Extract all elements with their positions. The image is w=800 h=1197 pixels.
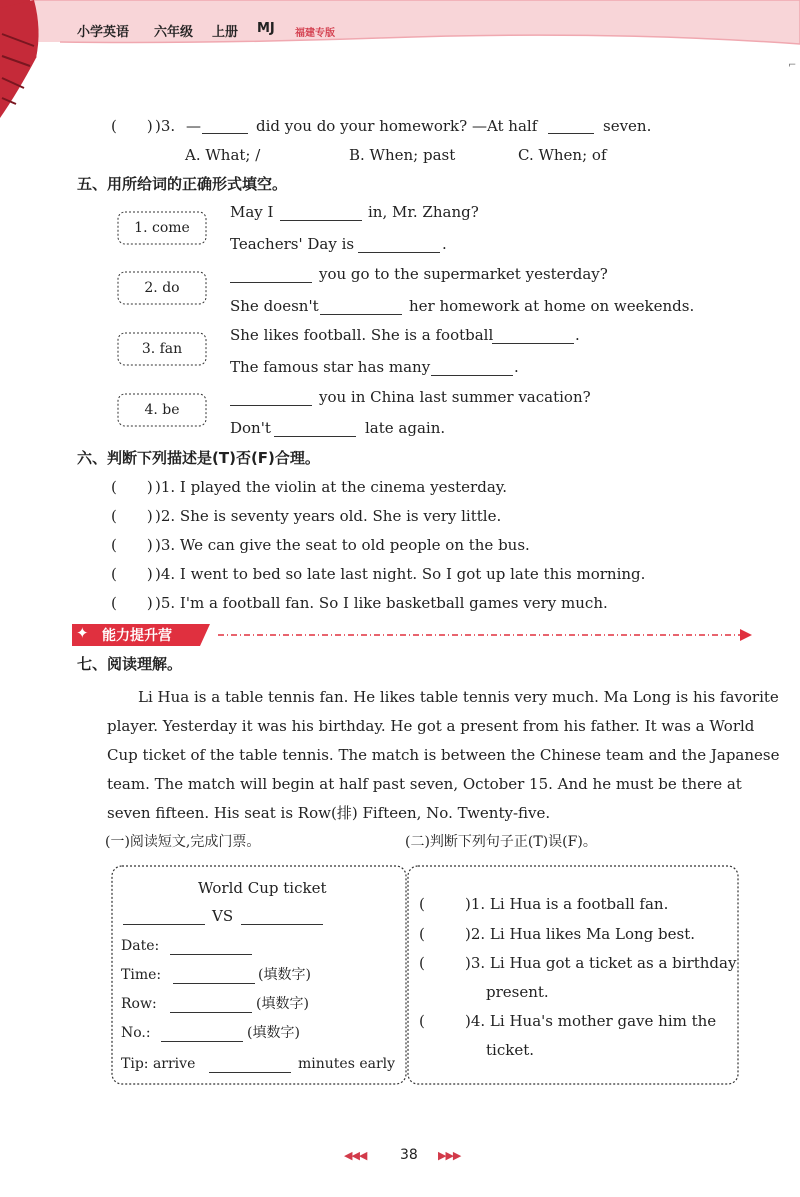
s5-1-line2-b: . — [442, 235, 447, 253]
s6-item-1: )1. I played the violin at the cinema yesterday. — [155, 478, 508, 496]
s5-3-line1-b: . — [575, 326, 580, 344]
judge-item-3: )3. Li Hua got a ticket as a birthday — [465, 954, 737, 972]
margin-mark: ⌐ — [788, 60, 797, 71]
banner-graphic — [70, 622, 755, 648]
passage-line-5: seven fifteen. His seat is Row(排) Fifteen, No. Twenty-five. — [107, 804, 551, 822]
q3-option-a[interactable]: A. What; / — [185, 146, 261, 164]
word-box-label: 3. fan — [141, 341, 183, 357]
ticket-row-blank[interactable] — [170, 998, 252, 1013]
q3-end: seven. — [603, 117, 652, 135]
q3-option-c[interactable]: C. When; of — [518, 146, 607, 164]
pagoda-roof-icon — [0, 0, 44, 120]
banner-star-icon: ✦ — [76, 624, 89, 642]
passage-line-4: team. The match will begin at half past seven, October 15. And he must be there at — [107, 775, 742, 793]
passage-line-2: player. Yesterday it was his birthday. He got a present from his father. It was a World — [107, 717, 755, 735]
s6-paren-2[interactable]: ( ) — [111, 507, 153, 525]
ticket-vs: VS — [212, 907, 234, 925]
passage-line-1: Li Hua is a table tennis fan. He likes table tennis very much. Ma Long is his favorite — [138, 688, 779, 706]
header-region-tag: 福建专版 — [295, 28, 335, 39]
s6-item-3: )3. We can give the seat to old people on the bus. — [155, 536, 530, 554]
header-subject: 小学英语 — [77, 25, 130, 40]
s5-4-line1-b: you in China last summer vacation? — [319, 388, 591, 406]
s5-1-blank-2[interactable] — [358, 238, 440, 253]
part2-title: (二)判断下列句子正(T)误(F)。 — [405, 834, 597, 850]
q3-blank-1[interactable] — [202, 119, 248, 134]
section6-title: 六、判断下列描述是(T)否(F)合理。 — [77, 449, 320, 467]
s5-3-blank-1[interactable] — [492, 329, 574, 344]
s5-2-line1-b: you go to the supermarket yesterday? — [319, 265, 608, 283]
judge-paren-2[interactable]: ( — [419, 925, 425, 943]
s5-1-line2-a: Teachers' Day is — [230, 235, 355, 253]
section7-title: 七、阅读理解。 — [77, 655, 183, 673]
s6-paren-3[interactable]: ( ) — [111, 536, 153, 554]
judge-item-3-cont: present. — [486, 983, 549, 1001]
ticket-team-2-blank[interactable] — [241, 910, 323, 925]
s5-2-line2-a: She doesn't — [230, 297, 319, 315]
s5-4-blank-2[interactable] — [274, 422, 356, 437]
judge-paren-4[interactable]: ( — [419, 1012, 425, 1030]
ticket-time-hint: (填数字) — [258, 967, 311, 983]
part1-title: (一)阅读短文,完成门票。 — [105, 834, 261, 850]
word-box-2 — [117, 271, 207, 305]
s5-1-blank-1[interactable] — [280, 206, 362, 221]
ticket-date-blank[interactable] — [170, 940, 252, 955]
ticket-row-label: Row: — [121, 996, 157, 1012]
s5-3-line2-b: . — [514, 358, 519, 376]
header-edition: MJ — [257, 21, 275, 36]
passage-line-3: Cup ticket of the table tennis. The match is between the Chinese team and the Japanese — [107, 746, 780, 764]
judge-item-1: )1. Li Hua is a football fan. — [465, 895, 669, 913]
s6-item-4: )4. I went to bed so late last night. So I got up late this morning. — [155, 565, 646, 583]
ticket-tip-label: Tip: arrive — [121, 1056, 196, 1072]
s6-paren-5[interactable]: ( ) — [111, 594, 153, 612]
s5-3-blank-2[interactable] — [431, 361, 513, 376]
word-box-4 — [117, 393, 207, 427]
judge-paren-3[interactable]: ( — [419, 954, 425, 972]
s5-4-line2-b: late again. — [365, 419, 446, 437]
q3-paren[interactable]: ( ) — [111, 117, 153, 135]
ticket-date-label: Date: — [121, 938, 160, 954]
q3-dash: — — [186, 117, 201, 135]
word-box-label: 4. be — [144, 402, 180, 418]
s5-2-blank-1[interactable] — [230, 268, 312, 283]
page-number: 38 — [400, 1147, 418, 1163]
judge-item-2: )2. Li Hua likes Ma Long best. — [465, 925, 696, 943]
s5-2-line2-b: her homework at home on weekends. — [409, 297, 695, 315]
banner-label: 能力提升营 — [102, 628, 172, 644]
judge-paren-1[interactable]: ( — [419, 895, 425, 913]
judge-item-4-cont: ticket. — [486, 1041, 534, 1059]
ticket-no-hint: (填数字) — [247, 1025, 300, 1041]
word-box-label: 1. come — [134, 220, 190, 236]
s6-paren-4[interactable]: ( ) — [111, 565, 153, 583]
header-volume: 上册 — [212, 25, 239, 40]
s5-3-line1-a: She likes football. She is a football — [230, 326, 494, 344]
header-grade: 六年级 — [154, 25, 194, 40]
s5-4-blank-1[interactable] — [230, 391, 312, 406]
q3-text: did you do your homework? —At half — [256, 117, 538, 135]
word-box-1 — [117, 211, 207, 245]
ticket-row-hint: (填数字) — [256, 996, 309, 1012]
s6-item-5: )5. I'm a football fan. So I like basketball games very much. — [155, 594, 608, 612]
ticket-no-blank[interactable] — [161, 1027, 243, 1042]
s6-item-2: )2. She is seventy years old. She is very little. — [155, 507, 502, 525]
ticket-tip-end: minutes early — [298, 1056, 396, 1072]
ticket-tip-blank[interactable] — [209, 1058, 291, 1073]
word-box-3 — [117, 332, 207, 366]
ticket-title: World Cup ticket — [198, 879, 327, 897]
s6-paren-1[interactable]: ( ) — [111, 478, 153, 496]
ticket-team-1-blank[interactable] — [123, 910, 205, 925]
q3-number: )3. — [155, 117, 176, 135]
ticket-no-label: No.: — [121, 1025, 151, 1041]
ticket-time-blank[interactable] — [173, 969, 255, 984]
word-box-label: 2. do — [144, 280, 180, 296]
prev-arrows-icon[interactable]: ◀◀◀ — [344, 1149, 367, 1162]
judge-item-4: )4. Li Hua's mother gave him the — [465, 1012, 717, 1030]
q3-blank-2[interactable] — [548, 119, 594, 134]
s5-1-line1-b: in, Mr. Zhang? — [368, 203, 479, 221]
s5-1-line1-a: May I — [230, 203, 274, 221]
next-arrows-icon[interactable]: ▶▶▶ — [438, 1149, 461, 1162]
s5-2-blank-2[interactable] — [320, 300, 402, 315]
ticket-time-label: Time: — [121, 967, 162, 983]
s5-4-line2-a: Don't — [230, 419, 271, 437]
section5-title: 五、用所给词的正确形式填空。 — [77, 175, 288, 193]
s5-3-line2-a: The famous star has many — [230, 358, 431, 376]
q3-option-b[interactable]: B. When; past — [349, 146, 456, 164]
